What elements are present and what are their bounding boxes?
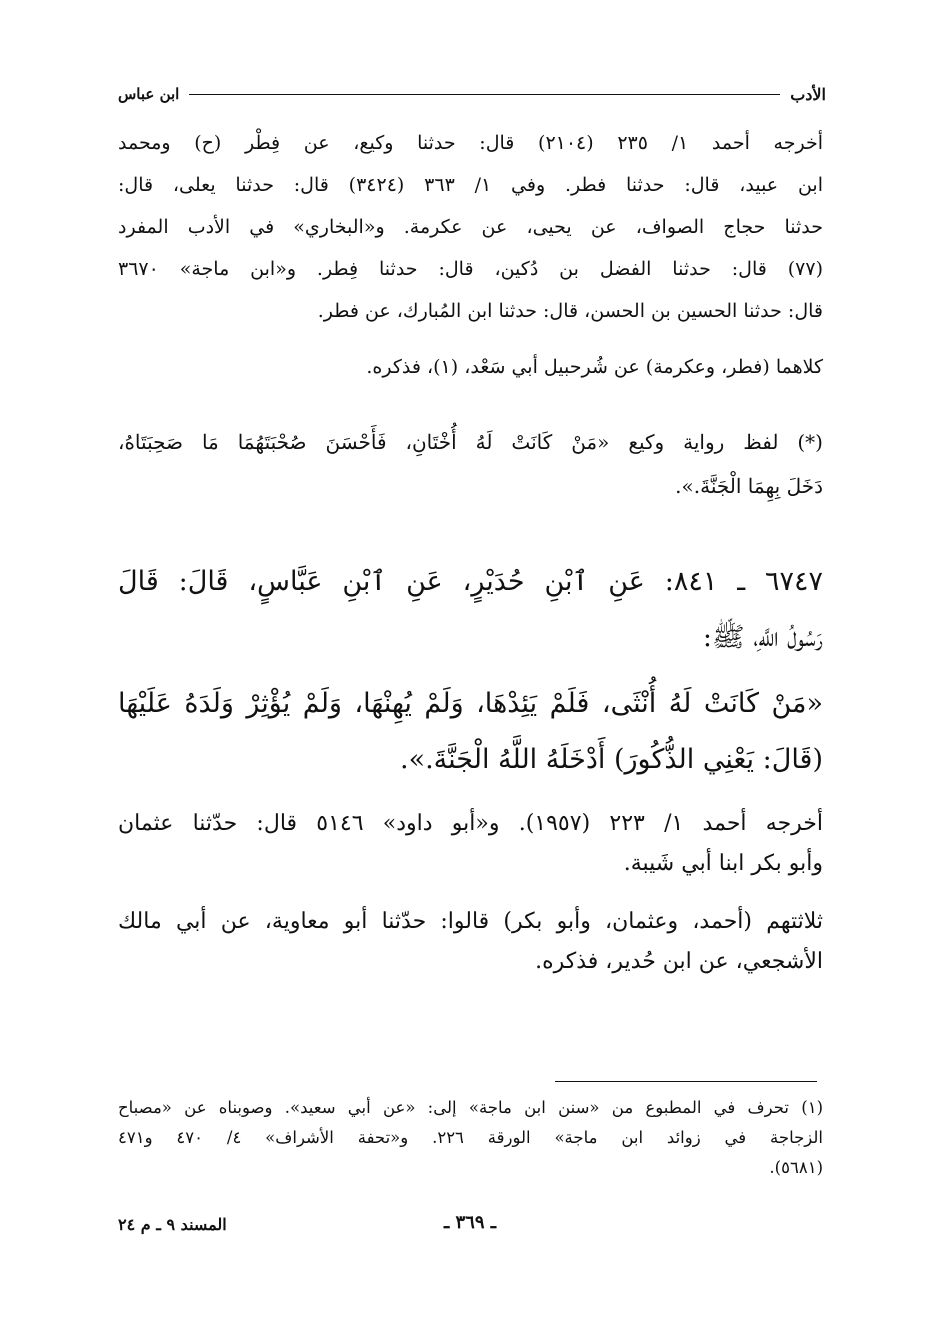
- text-line: دَخَلَ بِهِمَا الْجَنَّةَ.».: [675, 474, 823, 498]
- text-line: ثلاثتهم (أحمد، وعثمان، وأبو بكر) قالوا: حدّثنا أبو معاوية، عن أبي مالك: [118, 909, 823, 934]
- narration-note: [118, 420, 823, 508]
- takhrij-paragraph-3: [118, 804, 823, 884]
- hadith-text: [118, 676, 823, 788]
- running-header: [118, 82, 826, 106]
- section-title: الأدب: [790, 84, 826, 104]
- takhrij-paragraph-4: [118, 902, 823, 982]
- chapter-name: ابن عباس: [118, 85, 180, 103]
- text-line: حدثنا حجاج الصواف، عن يحيى، عن عكرمة. و«البخاري» في الأدب المفرد: [118, 216, 823, 238]
- takhrij-paragraph-1: [118, 122, 823, 332]
- hadith-matn-line: (قَالَ: يَعْنِي الذُّكُورَ) أَدْخَلَهُ اللَّهُ الْجَنَّةَ.».: [400, 744, 823, 775]
- text-line: أخرجه أحمد ١/ ٢٣٥ (٢١٠٤) قال: حدثنا وكيع، عن فِطْر (ح) ومحمد: [118, 132, 823, 154]
- footnote-line: (٥٦٨١).: [769, 1158, 823, 1177]
- text-line: أخرجه أحمد ١/ ٢٢٣ (١٩٥٧). و«أبو داود» ٥١٤٦ قال: حدّثنا عثمان: [118, 811, 824, 836]
- text-line: (*) لفظ رواية وكيع «مَنْ كَانَتْ لَهُ أُخْتَانِ، فَأَحْسَنَ صُحْبَتَهُمَا مَا صَحِبَتَاهُ،: [118, 430, 823, 454]
- text-line: كلاهما (فطر، وعكرمة) عن شُرحبيل أبي سَعْد، (١)، فذكره.: [366, 356, 823, 378]
- volume-signature: المسند ٩ ـ م ٢٤: [118, 1215, 227, 1234]
- footnote-line: الزجاجة في زوائد ابن ماجة» الورقة ٢٢٦. و«تحفة الأشراف» ٤/ ٤٧٠ و٤٧١: [118, 1128, 824, 1147]
- hadith-isnad-line: ٦٧٤٧ ـ ٨٤١: عَنِ ٱبْنِ حُدَيْرٍ، عَنِ ٱبْنِ عَبَّاسٍ، قَالَ: قَالَ: [118, 566, 824, 597]
- text-line: وأبو بكر ابنا أبي شَيبة.: [623, 851, 823, 876]
- hadith-isnad-line: رَسُولُ اللَّهِ، ﷺ:: [702, 622, 823, 653]
- hadith-matn-line: «مَنْ كَانَتْ لَهُ أُنْثَى، فَلَمْ يَئِدْهَا، وَلَمْ يُهِنْهَا، وَلَمْ يُؤْثِرْ وَلَدَهُ عَلَيْهَا: [118, 688, 823, 719]
- footnote-line: (١) تحرف في المطبوع من «سنن ابن ماجة» إلى: «عن أبي سعيد». وصوبناه عن «مصباح: [118, 1098, 823, 1117]
- page-number: ـ ٣٦٩ ـ: [443, 1212, 497, 1233]
- footnote: [118, 1093, 823, 1183]
- header-rule: [189, 94, 780, 95]
- text-line: (٧٧) قال: حدثنا الفضل بن دُكين، قال: حدثنا فِطر. و«ابن ماجة» ٣٦٧٠: [118, 258, 823, 280]
- takhrij-paragraph-2: [118, 346, 823, 388]
- text-line: ابن عبيد، قال: حدثنا فطر. وفي ١/ ٣٦٣ (٣٤٢٤) قال: حدثنا يعلى، قال:: [118, 174, 823, 196]
- hadith-header: [118, 554, 823, 666]
- text-line: الأشجعي، عن ابن حُدير، فذكره.: [535, 949, 823, 974]
- text-line: قال: حدثنا الحسين بن الحسن، قال: حدثنا ابن المُبارك، عن فطر.: [317, 300, 823, 322]
- footnote-rule: [555, 1081, 817, 1082]
